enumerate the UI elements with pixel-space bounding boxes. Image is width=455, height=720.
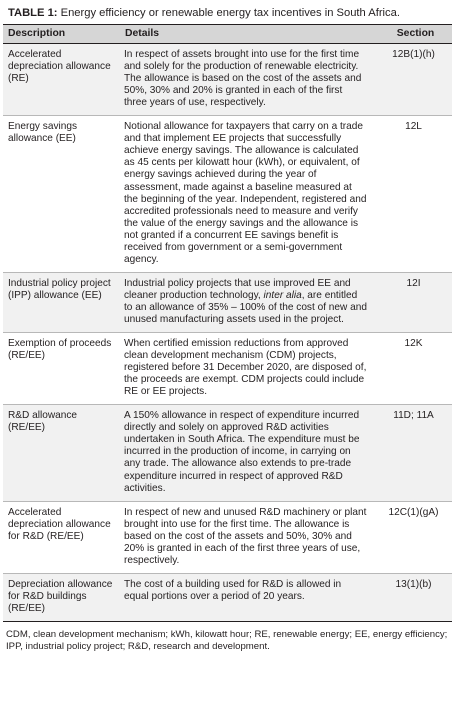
- header-details: Details: [120, 25, 369, 44]
- tax-incentives-table: [3, 24, 452, 622]
- row-details-text: In respect of assets brought into use for the first time and solely for the production of renewable electricity. The allowance is based on the cost of the assets and 50%, 30% and 20% is granted in each of the first three years of use, respectively.: [124, 49, 362, 109]
- row-section: 12L: [369, 116, 452, 273]
- table-row: [3, 501, 452, 573]
- row-details-text-after: , are entitled to an allowance of 35% – 100% of the cost of new and unused manufacturing assets used in the project.: [124, 289, 367, 325]
- table-header-row: [3, 25, 452, 44]
- table-row: [3, 405, 452, 501]
- row-details: [120, 405, 369, 501]
- row-description: Industrial policy project (IPP) allowance (EE): [3, 272, 120, 332]
- row-details-text: The cost of a building used for R&D is allowed in equal portions over a period of 20 years.: [124, 578, 342, 602]
- table-body: [3, 44, 452, 622]
- row-details-text: Industrial policy projects that use improved EE and cleaner production technology,: [124, 277, 351, 301]
- table-row: [3, 573, 452, 621]
- row-section: 12K: [369, 333, 452, 405]
- row-details: [120, 44, 369, 116]
- table-caption-label: TABLE 1:: [8, 7, 58, 19]
- row-details-text: Notional allowance for taxpayers that carry on a trade and that implement EE projects that successfully achieve energy savings. The allowance is calculated as 45 cents per kilowatt hour (kWh), or equivalent, of energy savings achieved during the year of assessment, made against a baseline measured at the beginning of the year. Independent, registered and accredited professionals need to measure and verify the value of the energy savings and the allowance is not granted if a concurrent EE savings benefit is received from government or a semi-government agency.: [124, 121, 367, 265]
- row-details: [120, 116, 369, 273]
- row-details-text: When certified emission reductions from approved clean development mechanism (CDM) projects, registered before 31 December 2020, are disposed of, the proceeds are exempt. CDM projects could include RE or EE projects.: [124, 338, 367, 398]
- row-details: [120, 333, 369, 405]
- row-description: Exemption of proceeds (RE/EE): [3, 333, 120, 405]
- row-description: R&D allowance (RE/EE): [3, 405, 120, 501]
- row-details-text: A 150% allowance in respect of expenditure incurred directly and solely on approved R&D activities undertaken in South Africa. The expenditure must be incurred in the production of income, in carrying on any trade. The allowance also extends to pre-trade expenditure incurred in respect of approved R&D activities.: [124, 410, 360, 494]
- header-description: Description: [3, 25, 120, 44]
- row-section: 12C(1)(gA): [369, 501, 452, 573]
- row-details-italic: inter alia: [263, 289, 302, 301]
- row-description: Energy savings allowance (EE): [3, 116, 120, 273]
- row-section: 11D; 11A: [369, 405, 452, 501]
- table-row: [3, 272, 452, 332]
- table-row: [3, 116, 452, 273]
- table-footnote: CDM, clean development mechanism; kWh, kilowatt hour; RE, renewable energy; EE, energy efficiency; IPP, industrial policy project; R&D, research and development.: [6, 628, 448, 653]
- row-details: [120, 573, 369, 621]
- row-details: [120, 272, 369, 332]
- table-caption-text: Energy efficiency or renewable energy tax incentives in South Africa.: [57, 7, 400, 19]
- row-section: 13(1)(b): [369, 573, 452, 621]
- row-details-text: In respect of new and unused R&D machinery or plant brought into use for the first time. The allowance is based on the cost of the assets and 50%, 30% and 20% is granted in each of the first three years of use, respectively.: [124, 506, 367, 566]
- row-details: [120, 501, 369, 573]
- row-description: Accelerated depreciation allowance (RE): [3, 44, 120, 116]
- row-section: 12B(1)(h): [369, 44, 452, 116]
- row-description: Depreciation allowance for R&D buildings (RE/EE): [3, 573, 120, 621]
- row-description: Accelerated depreciation allowance for R&D (RE/EE): [3, 501, 120, 573]
- table-row: [3, 44, 452, 116]
- header-section: Section: [369, 25, 452, 44]
- table-row: [3, 333, 452, 405]
- table-caption: [3, 4, 452, 24]
- row-section: 12I: [369, 272, 452, 332]
